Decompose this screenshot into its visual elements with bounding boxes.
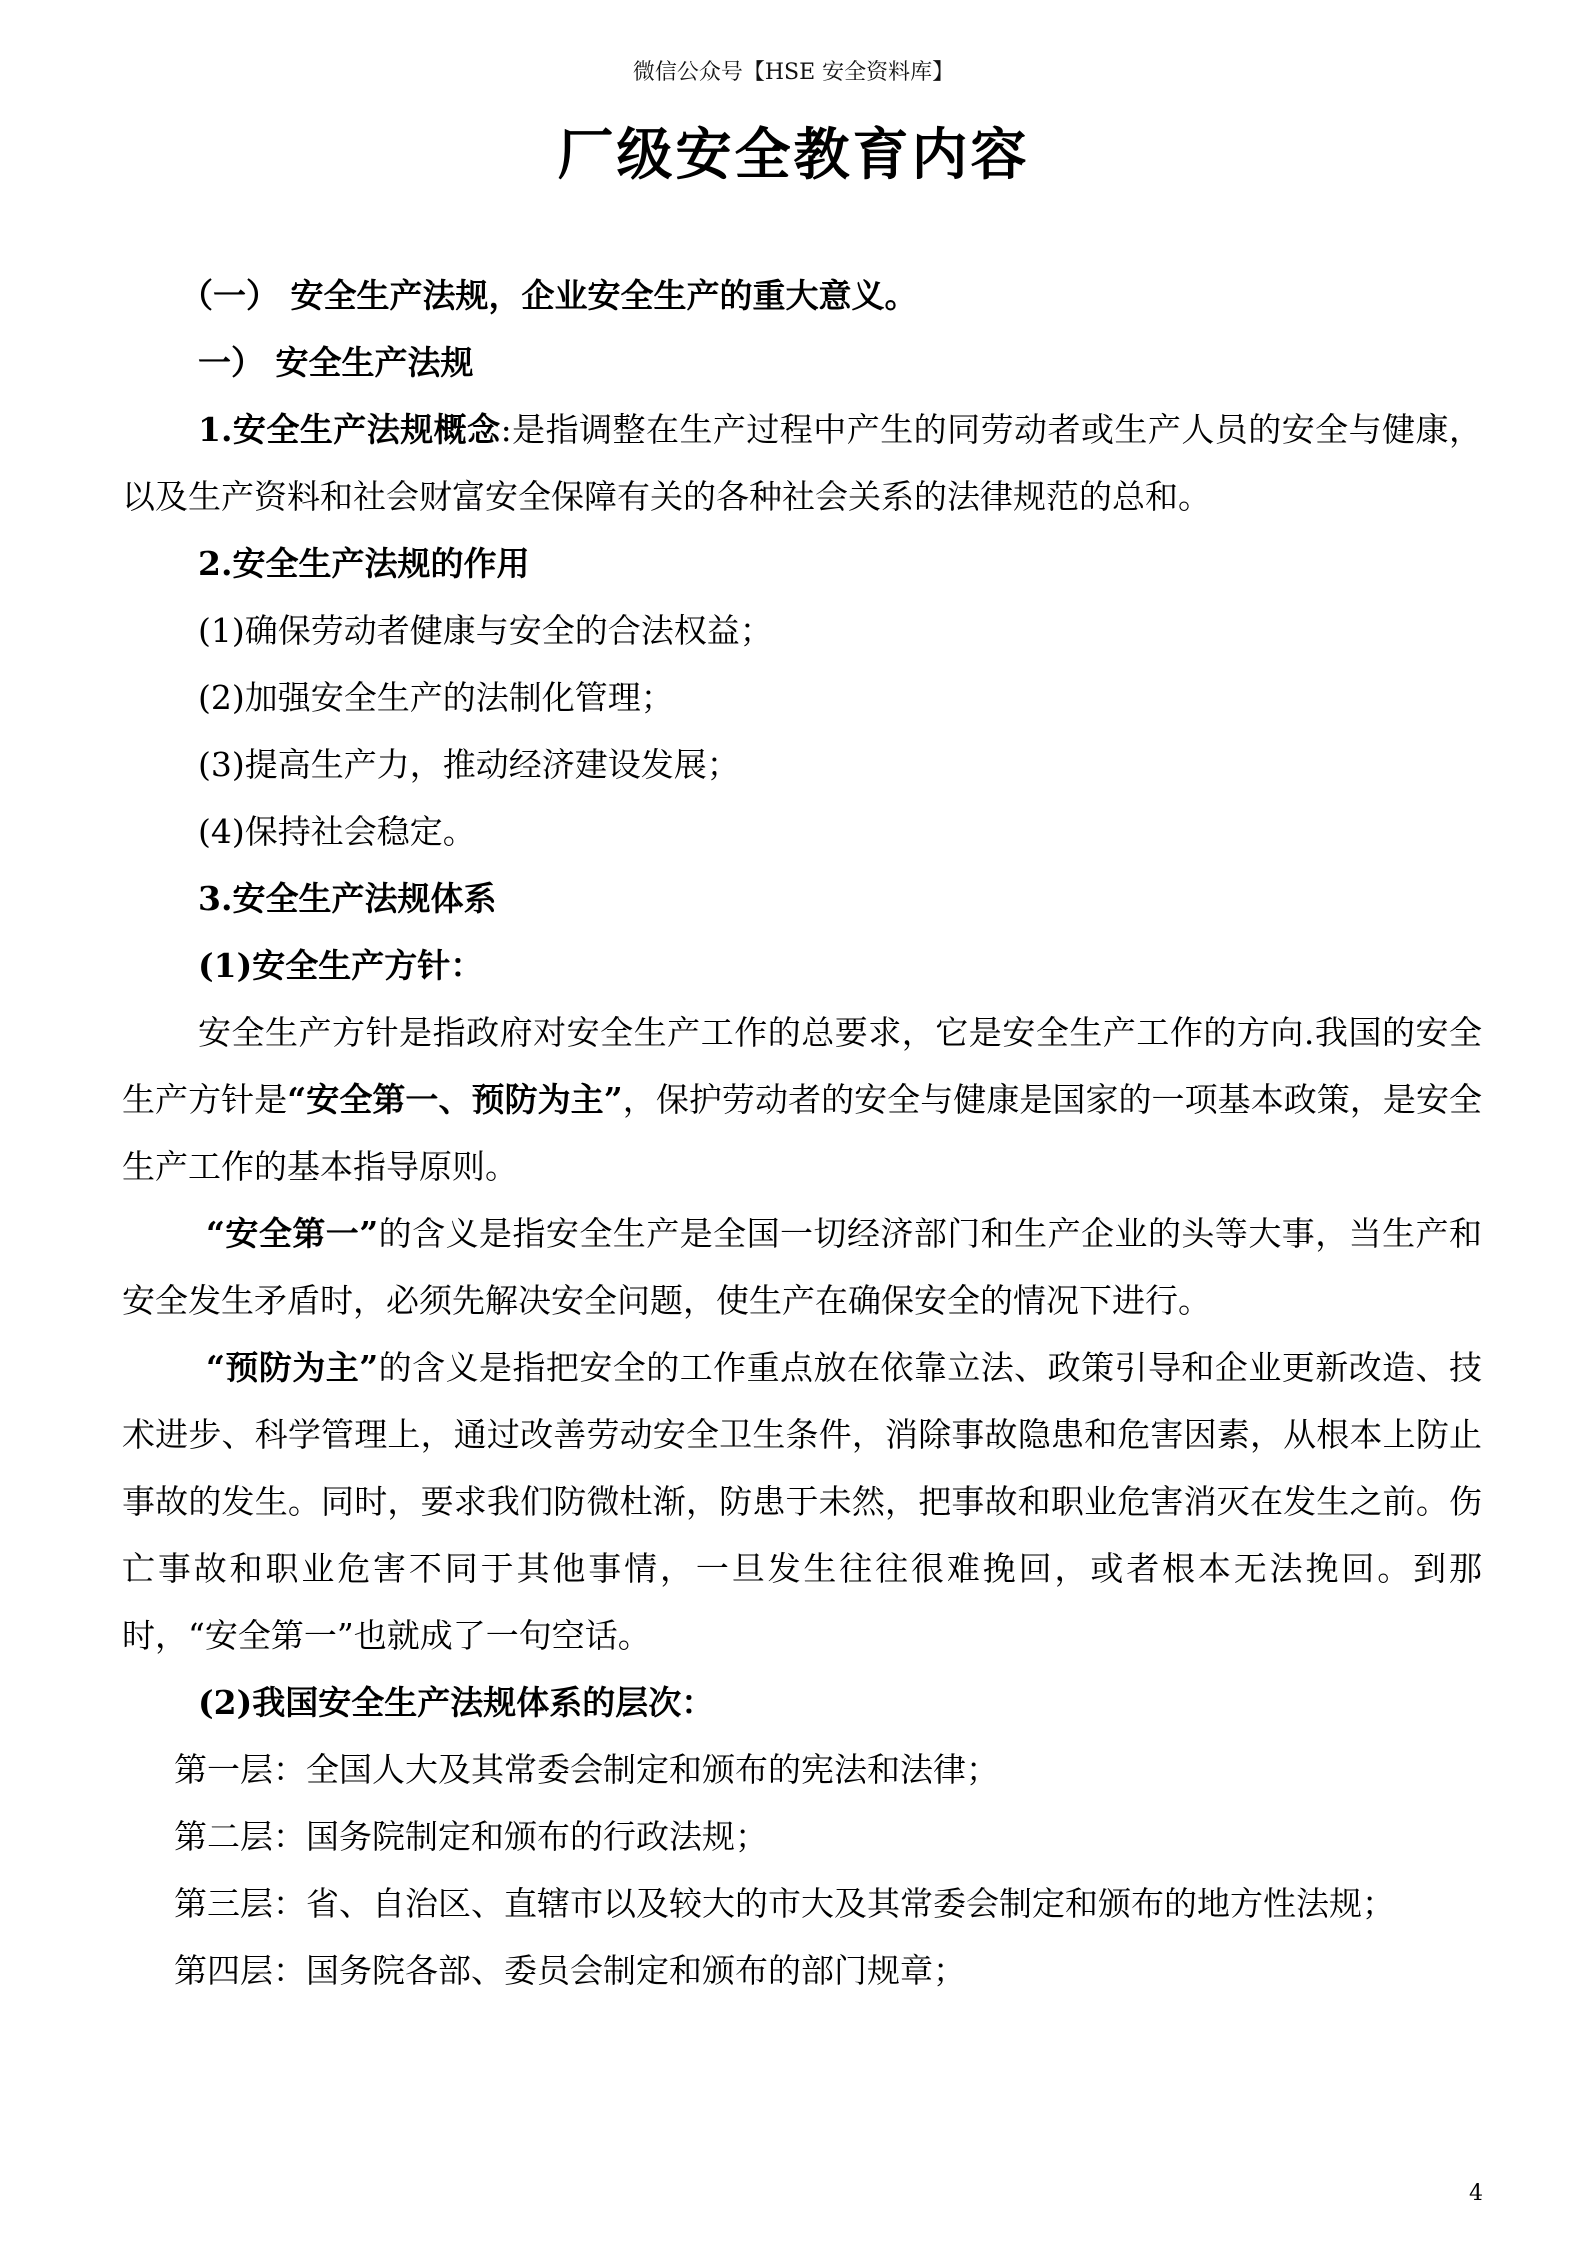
policy-slogan: “安全第一、预防为主”: [287, 1080, 623, 1119]
level-item: 第三层：省、自治区、直辖市以及较大的市大及其常委会制定和颁布的地方性法规；: [174, 1884, 1395, 1923]
paragraph-policy: [122, 999, 1482, 1200]
prevention-first-term: “预防为主”: [206, 1348, 379, 1387]
heading-function: 2.安全生产法规的作用: [198, 544, 530, 583]
list-item: (4)保持社会稳定。: [198, 812, 476, 851]
level-item: 第一层：全国人大及其常委会制定和颁布的宪法和法律；: [174, 1750, 999, 1789]
level-item: 第四层：国务院各部、委员会制定和颁布的部门规章；: [174, 1951, 966, 1990]
policy-text-a: 安全生产方针是指政府对安全生产工作的总要求，它是安全生产工作的方向.我国的安全生产方针是: [122, 1013, 1482, 1119]
policy-text-c: ，保护劳动者的安全与健康是国家的一项基本政策，是安全生产工作的基本指导原则。: [122, 1080, 1483, 1186]
paragraph-concept: [122, 396, 1482, 530]
concept-label: 1.安全生产法规概念: [198, 410, 501, 449]
safety-first-text: 的含义是指安全生产是全国一切经济部门和生产企业的头等大事，当生产和安全发生矛盾时，必须先解决安全问题，使生产在确保安全的情况下进行。: [122, 1214, 1483, 1320]
heading-levels: (2)我国安全生产法规体系的层次：: [198, 1683, 715, 1722]
paragraph-safety-first: [122, 1200, 1482, 1334]
prevention-first-text: 的含义是指把安全的工作重点放在依靠立法、政策引导和企业更新改造、技术进步、科学管理上，通过改善劳动安全卫生条件，消除事故隐患和危害因素，从根本上防止事故的发生。同时，要求我们防微杜渐，防患于未然，把事故和职业危害消灭在发生之前。伤亡事故和职业危害不同于其他事情，一旦发生往往很难挽回，或者根本无法挽回。到那时，“安全第一”也就成了一句空话。: [122, 1348, 1483, 1655]
page-title: 厂级安全教育内容: [557, 122, 1030, 188]
level-item: 第二层：国务院制定和颁布的行政法规；: [174, 1817, 768, 1856]
heading-system: 3.安全生产法规体系: [198, 879, 497, 918]
document-body: [122, 262, 1482, 2004]
safety-first-term: “安全第一”: [206, 1214, 379, 1253]
concept-text: :是指调整在生产过程中产生的同劳动者或生产人员的安全与健康，以及生产资料和社会财富安全保障有关的各种社会关系的法律规范的总和。: [122, 410, 1482, 516]
page-number: 4: [1469, 2181, 1483, 2206]
paragraph-prevention-first: [122, 1334, 1482, 1669]
list-item: (2)加强安全生产的法制化管理；: [198, 678, 674, 717]
section-heading: （一） 安全生产法规，企业安全生产的重大意义。: [180, 276, 918, 315]
subsection-heading: 一） 安全生产法规: [198, 343, 474, 382]
list-item: (1)确保劳动者健康与安全的合法权益；: [198, 611, 773, 650]
page-header: 微信公众号【HSE 安全资料库】: [632, 60, 955, 85]
heading-policy: (1)安全生产方针：: [198, 946, 484, 985]
list-item: (3)提高生产力，推动经济建设发展；: [198, 745, 740, 784]
